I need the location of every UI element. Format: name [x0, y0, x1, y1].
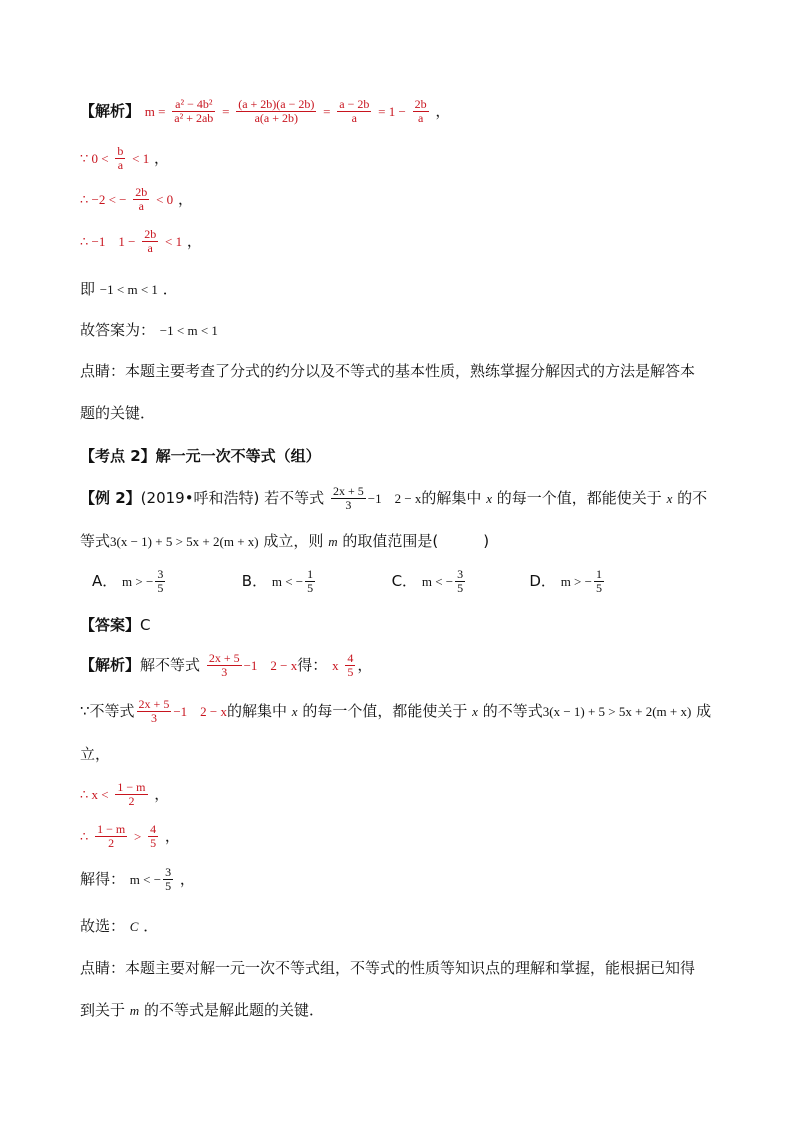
choose-expr: C	[129, 919, 139, 934]
math-eq: = 1 −	[378, 104, 406, 120]
because-2-num: 2x + 5	[138, 697, 170, 711]
option-a[interactable]	[92, 568, 237, 595]
step-b-num: 2b	[135, 185, 148, 199]
option-b-pre: m < −	[271, 574, 304, 590]
answer-1-line	[80, 319, 734, 340]
var-x: x	[486, 491, 492, 507]
math-m-eq: m =	[144, 104, 166, 120]
fraction-3-den: a	[351, 111, 357, 126]
step-e-line	[80, 781, 734, 808]
var-x: x	[472, 704, 478, 720]
because-2-mid1: 的解集中	[227, 702, 288, 721]
comment-2-line-1: 点睛：本题主要对解一元一次不等式组，不等式的性质等知识点的理解和掌握，能根据已知得	[80, 959, 696, 977]
example-2-mid1: 的解集中	[421, 489, 482, 508]
step-a-post: < 1	[132, 151, 150, 167]
choose-pre: 故选：	[80, 917, 126, 935]
solve-den: 5	[165, 879, 172, 894]
comment-1-line-1: 点睛：本题主要考查了分式的约分以及不等式的基本性质，熟练掌握分解因式的方法是解答本	[80, 362, 696, 380]
math-eq: =	[323, 104, 331, 120]
step-e-den: 2	[128, 794, 135, 809]
analysis-2-text1: 解不等式	[140, 656, 201, 675]
analysis-2-res-pre: x	[332, 658, 339, 674]
example-2-den: 3	[345, 498, 352, 513]
var-m: m	[129, 1003, 140, 1018]
because-2-mid2: 的每一个值，都能使关于	[302, 702, 468, 721]
because-2-expr: 3(x − 1) + 5 > 5x + 2(m + x)	[542, 704, 692, 720]
option-a-letter: A．	[92, 572, 118, 591]
because-2-line-1	[80, 698, 734, 725]
comment-1-line-2: 题的关键．	[80, 404, 156, 422]
var-x: x	[291, 704, 298, 720]
example-2-num: 2x + 5	[332, 484, 364, 498]
step-a-pre: ∵ 0 <	[80, 151, 109, 167]
step-b-post: < 0	[156, 192, 174, 208]
example-2-mid3: 的不	[677, 489, 708, 508]
option-c-num: 3	[457, 567, 464, 581]
example-2-label: 【例 2】	[80, 489, 141, 508]
step-b-den: a	[138, 199, 144, 214]
analysis-label: 【解析】	[80, 102, 141, 121]
because-2-fraction	[137, 698, 172, 725]
math-eq: =	[222, 104, 230, 120]
analysis-2-line	[80, 652, 734, 679]
analysis-2-ineq: −1 2 − x	[243, 658, 298, 674]
option-d-den: 5	[595, 581, 602, 596]
fraction-3-num: a − 2b	[339, 97, 370, 111]
option-d[interactable]	[529, 568, 606, 595]
option-a-num: 3	[157, 567, 164, 581]
solve-fraction	[163, 866, 173, 893]
step-b-line	[80, 186, 734, 213]
punct: ．	[143, 917, 159, 935]
example-2-line-1	[80, 485, 734, 512]
fraction-4-den: a	[417, 111, 424, 126]
example-2-line2-pre: 等式	[80, 532, 111, 550]
fraction-4	[413, 98, 429, 125]
analysis-2-text2: 得：	[297, 656, 328, 675]
step-f-num-1: 1 − m	[97, 822, 126, 836]
punct: ，	[186, 232, 202, 251]
comment-2-line2-post: 的不等式是解此题的关键．	[143, 1001, 324, 1019]
option-d-fraction	[594, 568, 604, 595]
punct: ，	[154, 785, 170, 804]
answer-1-pre: 故答案为：	[80, 321, 156, 339]
answer-1-expr: −1 < m < 1	[159, 323, 218, 338]
option-b-letter: B．	[241, 572, 268, 591]
fraction-1	[172, 98, 215, 125]
analysis-2-res-num: 4	[347, 651, 354, 665]
fraction-2-den: a(a + 2b)	[254, 111, 299, 126]
step-d-line	[80, 278, 734, 299]
step-e-num: 1 − m	[117, 780, 146, 794]
solve-num: 3	[165, 865, 172, 879]
answer-2-label: 【答案】	[80, 616, 141, 634]
solve-line	[80, 866, 734, 893]
punct: ，	[177, 190, 193, 209]
comment-2-line-2	[80, 999, 734, 1020]
step-b-fraction	[133, 186, 149, 213]
step-f-den-2: 5	[150, 836, 157, 851]
fraction-2-num: (a + 2b)(a − 2b)	[238, 97, 315, 111]
choose-line	[80, 915, 734, 936]
answer-2-value: C	[140, 616, 151, 634]
example-2-line2-tail: 的取值范围是( )	[342, 532, 490, 550]
step-f-mid: >	[133, 829, 142, 845]
option-b-num: 1	[307, 567, 314, 581]
option-d-letter: D．	[529, 572, 556, 591]
punct: ，	[179, 870, 195, 889]
fraction-3	[337, 98, 371, 125]
step-d-expr: −1 < m < 1	[99, 282, 158, 297]
example-2-fraction	[331, 485, 366, 512]
because-2-pre: ∵不等式	[80, 702, 135, 721]
option-d-num: 1	[595, 567, 602, 581]
step-e-pre: ∴ x <	[80, 787, 109, 803]
example-2-line2-post: 成立，则	[263, 532, 324, 550]
option-b-fraction	[305, 568, 315, 595]
analysis-2-label: 【解析】	[80, 656, 141, 675]
step-d-pre: 即	[80, 280, 96, 298]
options-row	[92, 568, 734, 595]
option-c-den: 5	[457, 581, 464, 596]
analysis-2-res-fraction	[345, 652, 355, 679]
option-c-letter: C．	[391, 572, 418, 591]
example-2-mid2: 的每一个值，都能使关于	[496, 489, 662, 508]
step-f-pre: ∴	[80, 829, 89, 845]
example-2-source: (2019•呼和浩特) 若不等式	[140, 489, 325, 508]
analysis-2-den: 3	[221, 665, 228, 680]
step-c-line	[80, 228, 734, 255]
comment-2-line2-pre: 到关于	[80, 1001, 126, 1019]
option-b-den: 5	[307, 581, 314, 596]
punct: ，	[164, 827, 180, 846]
analysis-2-res-den: 5	[347, 665, 354, 680]
solve-pre: 解得：	[80, 870, 126, 889]
fraction-4-num: 2b	[414, 97, 427, 111]
punct: ，	[435, 102, 451, 121]
because-2-line-2: 立，	[80, 745, 111, 763]
example-2-line-2	[80, 530, 734, 551]
example-2-line2-expr: 3(x − 1) + 5 > 5x + 2(m + x)	[110, 534, 259, 549]
step-b-pre: ∴ −2 < −	[80, 192, 127, 208]
because-2-den: 3	[150, 711, 157, 726]
solve-expr: m < −	[129, 872, 162, 888]
fraction-1-num: a² − 4b²	[172, 98, 215, 112]
step-f-fraction-1	[95, 823, 127, 850]
step-a-line	[80, 145, 734, 172]
var-m: m	[328, 534, 338, 549]
step-c-den: a	[147, 241, 153, 256]
example-2-ineq: −1 2 − x	[367, 491, 422, 507]
step-f-den-1: 2	[108, 836, 115, 851]
step-f-fraction-2	[148, 823, 158, 850]
step-c-num: 2b	[144, 227, 157, 241]
option-c-fraction	[455, 568, 465, 595]
analysis-2-num: 2x + 5	[208, 651, 240, 665]
because-2-ineq: −1 2 − x	[173, 704, 227, 720]
option-a-pre: m > −	[122, 574, 154, 590]
analysis-1-line	[80, 98, 734, 125]
step-c-post: < 1	[165, 234, 183, 250]
step-a-fraction	[115, 145, 125, 172]
punct: ，	[357, 656, 373, 675]
fraction-2	[236, 98, 316, 125]
option-b[interactable]	[242, 568, 387, 595]
step-e-fraction	[115, 781, 147, 808]
step-a-den: a	[117, 158, 124, 173]
var-x: x	[666, 491, 673, 507]
step-a-num: b	[117, 144, 124, 158]
step-c-pre: ∴ −1 1 −	[80, 234, 136, 250]
punct: ，	[154, 149, 170, 168]
answer-2-line	[80, 614, 734, 635]
fraction-1-den: a² + 2ab	[174, 111, 214, 126]
option-c-pre: m < −	[421, 574, 454, 590]
step-c-fraction	[142, 228, 158, 255]
option-c[interactable]	[392, 568, 525, 595]
step-f-num-2: 4	[150, 822, 157, 836]
option-d-pre: m > −	[560, 574, 592, 590]
option-a-den: 5	[157, 581, 164, 596]
because-2-tail: 成	[696, 702, 712, 721]
punct: ．	[162, 280, 178, 298]
step-f-line	[80, 823, 734, 850]
option-a-fraction	[155, 568, 165, 595]
because-2-mid3: 的不等式	[482, 702, 543, 721]
analysis-2-fraction	[207, 652, 242, 679]
point-2-title: 【考点 2】解一元一次不等式（组）	[80, 447, 321, 465]
